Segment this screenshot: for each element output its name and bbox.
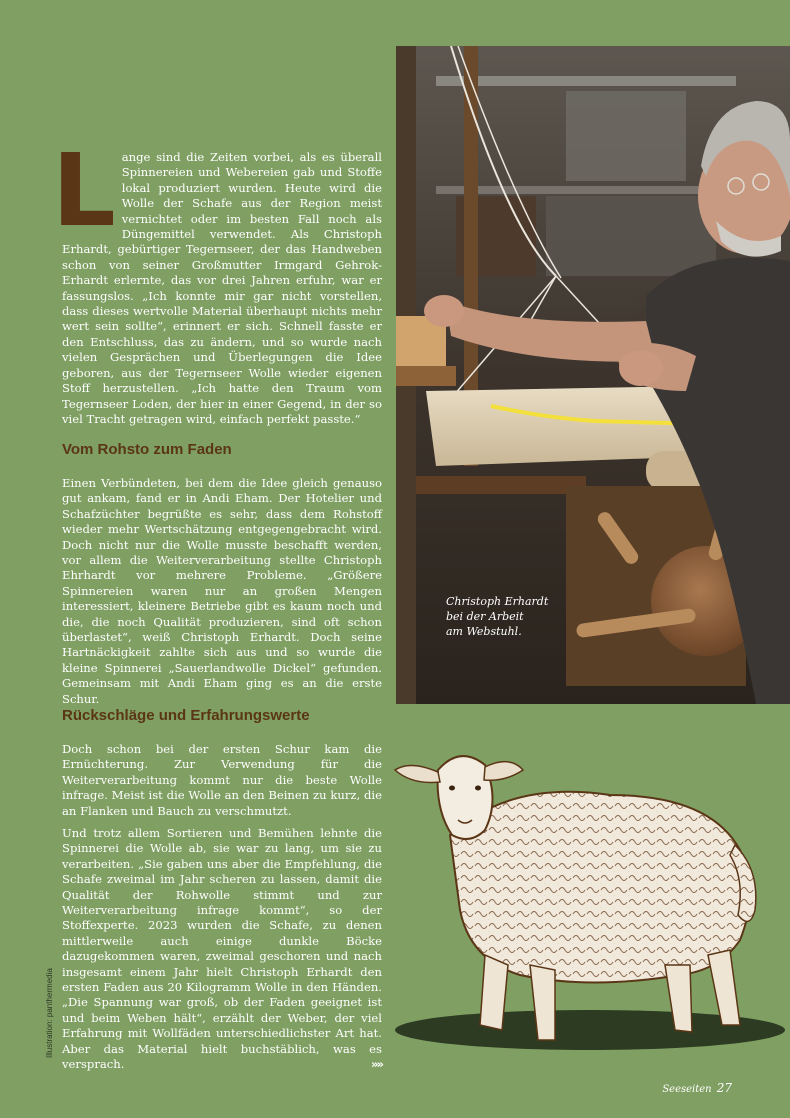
section2-paragraph-1: Doch schon bei der ersten Schur kam die Ernüchterung. Zur Verwendung für die Weiterverarbeitung kommt nur die beste Wolle infrage. Meist ist die Wolle an den Beinen zu kurz, die an Flanken und Bauch zu verschmutzt. (62, 742, 382, 818)
sheep-illustration (390, 740, 785, 1060)
intro-text-block (52, 132, 382, 427)
continue-arrows-icon: »» (371, 1057, 382, 1072)
section2-paragraph-2-text: Und trotz allem Sortieren und Bemühen lehnte die Spinnerei die Wolle ab, sie war zu lang, um sie zu verarbeiten. „Sie gaben uns aber die Empfehlung, die Schafe zweimal im Jahr scheren zu lassen, damit die Qualität der Rohwolle stimmt und zur Weiterverarbeitung infrage kommt“, so der Stoffexperte. 2023 wurden die Schafe, zu denen mittlerweile auch einige dunkle Böcke dazugekommen waren, zweimal geschoren und nach insgesamt einem Jahr hielt Christoph Erhardt den ersten Faden aus 20 Kilogramm Wolle in den Händen. „Die Spannung war groß, ob der Faden geeignet ist und beim Weben hält“, erzählt der Weber, der viel Erfahrung mit Wollfäden unterschiedlichster Art hat. Aber das Material hielt buchstäblich, was es versprach. (62, 826, 382, 1072)
weaver-photo (396, 46, 790, 704)
page-number: 27 (716, 1081, 732, 1095)
section-heading-rueckschlaege: Rückschläge und Erfahrungswerte (62, 707, 310, 724)
section-heading-rohstoff: Vom Rohsto zum Faden (62, 441, 232, 458)
page-footer (662, 1077, 732, 1096)
section2-paragraph-2 (62, 826, 382, 1073)
drop-cap: L (52, 132, 116, 249)
intro-paragraph: ange sind die Zeiten vorbei, als es überall Spinnereien und Webereien gab und Stoffe lokal produziert wurden. Heute wird die Wolle der Schafe aus der Region meist vernichtet oder im besten Fall noch als Düngemittel verwendet. Als Christoph Erhardt, gebürtiger Tegernseer, der das Handweben schon von seiner Großmutter Irmgard Gehrok-Erhardt erlernte, das vor drei Jahren erfuhr, war er fassungslos. „Ich konnte mir gar nicht vorstellen, dass dieses wertvolle Material überhaupt nichts mehr wert sein sollte“, erinnert er sich. Schnell fasste er den Entschluss, das zu ändern, und so wurde nach vielen Gesprächen und Überlegungen die Idee geboren, aus der Tegernseer Wolle wieder eigenen Stoff herzustellen. „Ich hatte den Traum vom Tegernseer Loden, der hier in einer Gegend, in der so viel Tracht getragen wird, einfach perfekt passte.“ (62, 150, 382, 426)
section1-paragraph: Einen Verbündeten, bei dem die Idee gleich genauso gut ankam, fand er in Andi Eham. Der Hotelier und Schafzüchter begrüßte es sehr, dass dem Rohstoff wieder mehr Wertschätzung entgegengebracht wird. Doch nicht nur die Wolle musste beschafft werden, vor allem die Weiterverarbeitung stellte Christoph Ehrhardt vor mehrere Probleme. „Größere Spinnereien waren nur an großen Mengen interessiert, kleinere Betriebe gibt es kaum noch und die, die noch Qualität produzieren, sind oft schon überlastet“, weiß Christoph Erhardt. Doch seine Hartnäckigkeit zahlte sich aus und so wurde die kleine Spinnerei „Sauerlandwolle Dickel“ gefunden. Gemeinsam mit Andi Eham ging es an die erste Schur. (62, 476, 382, 706)
caption-line: am Webstuhl. (446, 625, 522, 638)
illustration-credit: Illustration: panthermedia (45, 968, 54, 1058)
caption-line: Christoph Erhardt (446, 595, 549, 608)
photo-caption (446, 594, 556, 639)
caption-line: bei der Arbeit (446, 610, 524, 623)
footer-section: Seeseiten (662, 1084, 712, 1095)
